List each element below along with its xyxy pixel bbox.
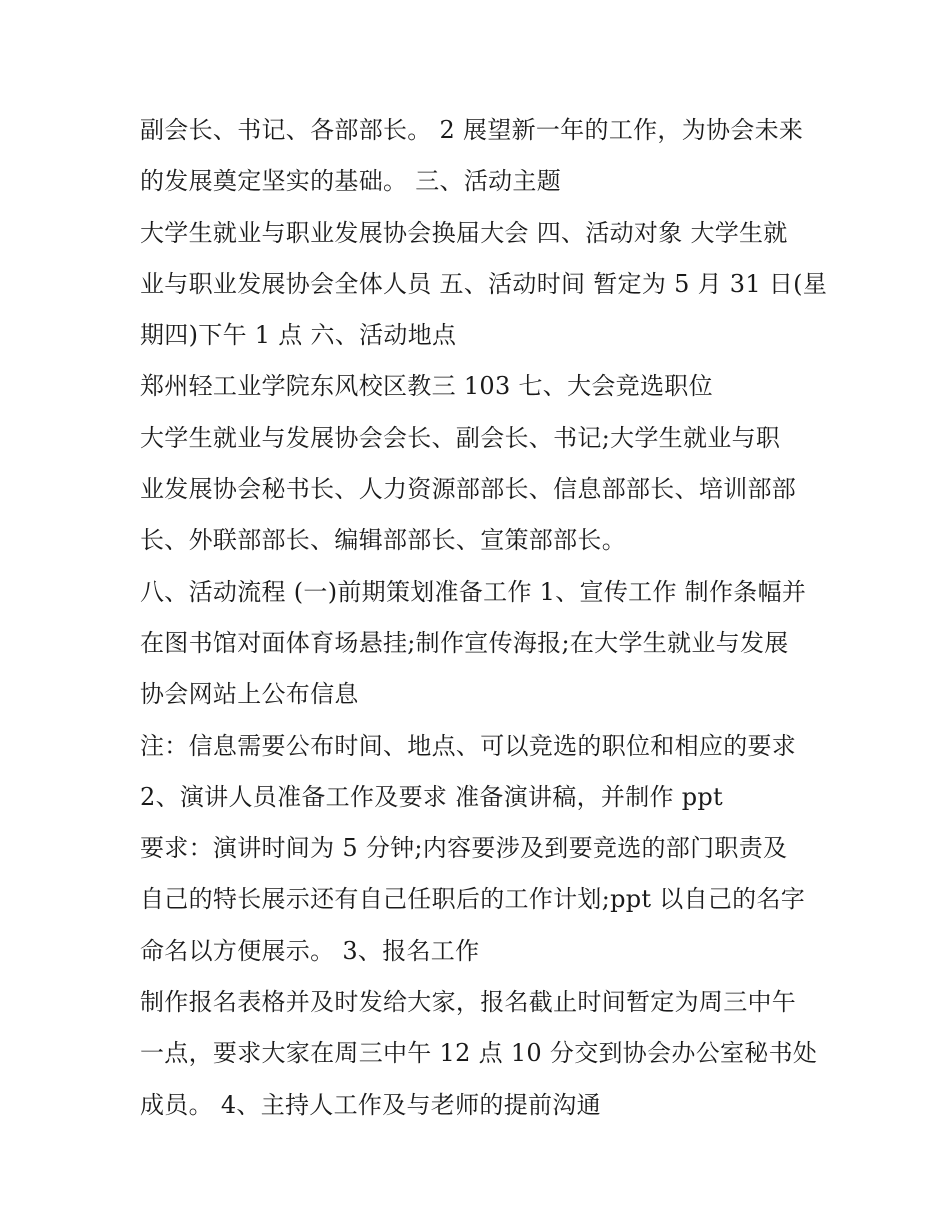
text-line: 大学生就业与职业发展协会换届大会 四、活动对象 大学生就	[140, 218, 788, 247]
text-line: 郑州轻工业学院东风校区教三 103 七、大会竞选职位	[140, 372, 713, 401]
text-line: 业发展协会秘书长、人力资源部部长、信息部部长、培训部部	[140, 475, 797, 504]
text-line: 制作报名表格并及时发给大家，报名截止时间暂定为周三中午	[140, 988, 797, 1017]
text-line: 期四)下午 1 点 六、活动地点	[140, 321, 457, 350]
text-line: 长、外联部部长、编辑部部长、宣策部部长。	[140, 526, 626, 555]
text-line: 协会网站上公布信息	[140, 680, 359, 709]
text-line: 成员。 4、主持人工作及与老师的提前沟通	[140, 1090, 601, 1119]
text-line: 大学生就业与发展协会会长、副会长、书记;大学生就业与职	[140, 423, 781, 452]
text-line: 的发展奠定坚实的基础。 三、活动主题	[140, 167, 562, 196]
document-body	[140, 108, 828, 1134]
text-line: 要求：演讲时间为 5 分钟;内容要涉及到要竞选的部门职责及	[140, 834, 788, 863]
text-line: 副会长、书记、各部部长。 2 展望新一年的工作，为协会未来	[140, 116, 804, 144]
text-line: 自己的特长展示还有自己任职后的工作计划;ppt 以自己的名字	[140, 885, 806, 914]
text-line: 业与职业发展协会全体人员 五、活动时间 暂定为 5 月 31 日(星	[140, 269, 828, 298]
text-line: 八、活动流程 (一)前期策划准备工作 1、宣传工作 制作条幅并	[140, 577, 807, 606]
text-line: 2、演讲人员准备工作及要求 准备演讲稿，并制作 ppt	[140, 782, 723, 811]
text-line: 在图书馆对面体育场悬挂;制作宣传海报;在大学生就业与发展	[140, 628, 789, 657]
text-line: 命名以方便展示。 3、报名工作	[140, 936, 480, 965]
text-line: 一点，要求大家在周三中午 12 点 10 分交到协会办公室秘书处	[140, 1039, 818, 1068]
text-line: 注：信息需要公布时间、地点、可以竞选的职位和相应的要求	[140, 731, 797, 760]
